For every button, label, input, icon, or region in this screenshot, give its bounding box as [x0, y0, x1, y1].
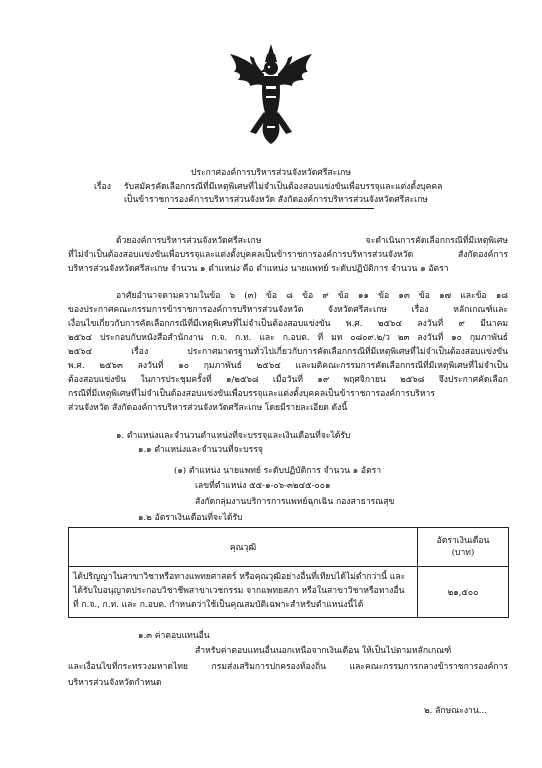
subject-prefix: เรื่อง	[94, 182, 111, 192]
qualification-cell: ได้ปริญญาในสาขาวิชาหรือทางแพทยศาสตร์ หรือคุณวุฒิอย่างอื่นที่เทียบได้ไม่ต่ำกว่านี้ และ ได้รับใบอนุญาตประกอบวิชาชีพสาขาเวชกรรม จากแพทยสภา หรือในสาขาวิชาหรือทางอื่น ที่ ก.จ., ก.ท. และ ก.อบต. กำหนดว่าใช้เป็นคุณสมบัติเฉพาะสำหรับตำแหน่งนี้ได้	[69, 567, 418, 618]
section12-heading: ๑.๒ อัตราเงินเดือนที่จะได้รับ	[138, 513, 243, 523]
announcement-title: ประกาศองค์การบริหารส่วนจังหวัดศรีสะเกษ	[190, 168, 352, 178]
salary-table	[68, 527, 509, 618]
para2-line: พ.ศ. ๒๕๖๓ ลงวันที่ ๑๐ กุมภาพันธ์ ๒๕๖๔ และมติคณะกรรมการคัดเลือกกรณีที่มีเหตุพิเศษที่ไม่จำเป็น	[68, 361, 508, 371]
para2-line: ต้องสอบแข่งขัน ในการประชุมครั้งที่ ๑/๒๕๖๘ เมื่อวันที่ ๑๙ พฤศจิกายน ๒๕๖๘ จึงประกาศคัดเลือก	[68, 375, 508, 385]
para2-line: ๒๕๖๔ เรื่อง ประกาศมาตรฐานทั่วไปเกี่ยวกับการคัดเลือกกรณีที่มีเหตุพิเศษที่ไม่จำเป็นต้องสอบแข่งขัน	[68, 347, 508, 357]
position-number: เลขที่ตำแหน่ง ๕๕-๑-๐๖-๓๒๔๕-๐๐๑	[195, 481, 331, 491]
section1-heading: ๑. ตำแหน่งและจำนวนตำแหน่งที่จะบรรจุและเงินเดือนที่จะได้รับ	[116, 431, 351, 441]
subject-line-2: เป็นข้าราชการองค์การบริหารส่วนจังหวัด สังกัดองค์การบริหารส่วนจังหวัดศรีสะเกษ	[124, 195, 428, 205]
section13-line: บริหารส่วนจังหวัดกำหนด	[68, 678, 162, 688]
next-page-marker: ๒. ลักษณะงาน...	[424, 706, 487, 716]
para1-line: ด้วยองค์การบริหารส่วนจังหวัดศรีสะเกษ จะดำเนินการคัดเลือกกรณีที่มีเหตุพิเศษ	[116, 236, 508, 246]
section13-line: สำหรับค่าตอบแทนอื่นนอกเหนือจากเงินเดือน ให้เป็นไปตามหลักเกณฑ์	[195, 646, 452, 656]
table-row	[69, 567, 509, 618]
section13-line: และเงื่อนไขที่กระทรวงมหาดไทย กรมส่งเสริมการปกครองท้องถิ่น และคณะกรรมการกลางข้าราชการองค์การ	[68, 662, 508, 672]
para2-line: ส่วนจังหวัด สังกัดองค์การบริหารส่วนจังหวัดศรีสะเกษ โดยมีรายละเอียด ดังนี้	[68, 403, 348, 413]
position-affiliation: สังกัดกลุ่มงานบริการการแพทย์ฉุกเฉิน กองสาธารณสุข	[195, 497, 395, 507]
garuda-emblem-icon	[228, 42, 314, 146]
col-header-qualification: คุณวุฒิ	[69, 528, 418, 567]
para2-line: อาศัยอำนาจตามความในข้อ ๖ (๓) ข้อ ๘ ข้อ ๙ ข้อ ๑๑ ข้อ ๑๓ ข้อ ๑๗ และข้อ ๑๘	[116, 291, 508, 301]
header-divider	[168, 208, 374, 209]
subject-line-1: รับสมัครคัดเลือกกรณีที่มีเหตุพิเศษที่ไม่จำเป็นต้องสอบแข่งขันเพื่อบรรจุและแต่งตั้งบุคคล	[124, 182, 443, 192]
col-header-salary: อัตราเงินเดือน (บาท)	[418, 528, 509, 567]
para2-line: ของประกาศคณะกรรมการข้าราชการองค์การบริหารส่วนจังหวัด จังหวัดศรีสะเกษ เรื่อง หลักเกณฑ์และ	[68, 305, 508, 315]
section11-heading: ๑.๑ ตำแหน่งและจำนวนที่จะบรรจุ	[138, 445, 263, 455]
salary-cell: ๒๑,๕๐๐	[418, 567, 509, 618]
section13-heading: ๑.๓ ค่าตอบแทนอื่น	[138, 631, 210, 641]
para2-line: ๒๕๖๔ ประกอบกับหนังสือสำนักงาน ก.จ. ก.ท. และ ก.อบต. ที่ มท ๐๘๐๙.๒/ว ๒๓ ลงวันที่ ๑๐ กุมภาพันธ์	[68, 333, 508, 343]
para2-line: เงื่อนไขเกี่ยวกับการคัดเลือกกรณีที่มีเหตุพิเศษที่ไม่จำเป็นต้องสอบแข่งขัน พ.ศ. ๒๕๖๔ ลงวันที่ ๙ มีนาคม	[68, 319, 508, 329]
para1-line: ที่ไม่จำเป็นต้องสอบแข่งขันเพื่อบรรจุและแต่งตั้งบุคคลเป็นข้าราชการองค์การบริหารส่วนจังหวัด สังกัดองค์การ	[68, 250, 508, 260]
para1-line: บริหารส่วนจังหวัดศรีสะเกษ จำนวน ๑ ตำแหน่ง คือ ตำแหน่ง นายแพทย์ ระดับปฏิบัติการ จำนวน ๑ อัตรา	[68, 264, 449, 274]
para2-line: กรณีที่มีเหตุพิเศษที่ไม่จำเป็นต้องสอบแข่งขันเพื่อบรรจุและแต่งตั้งบุคคลเป็นข้าราชการองค์การบริหาร	[68, 389, 435, 399]
position-line: (๑) ตำแหน่ง นายแพทย์ ระดับปฏิบัติการ จำนวน ๑ อัตรา	[174, 466, 382, 476]
